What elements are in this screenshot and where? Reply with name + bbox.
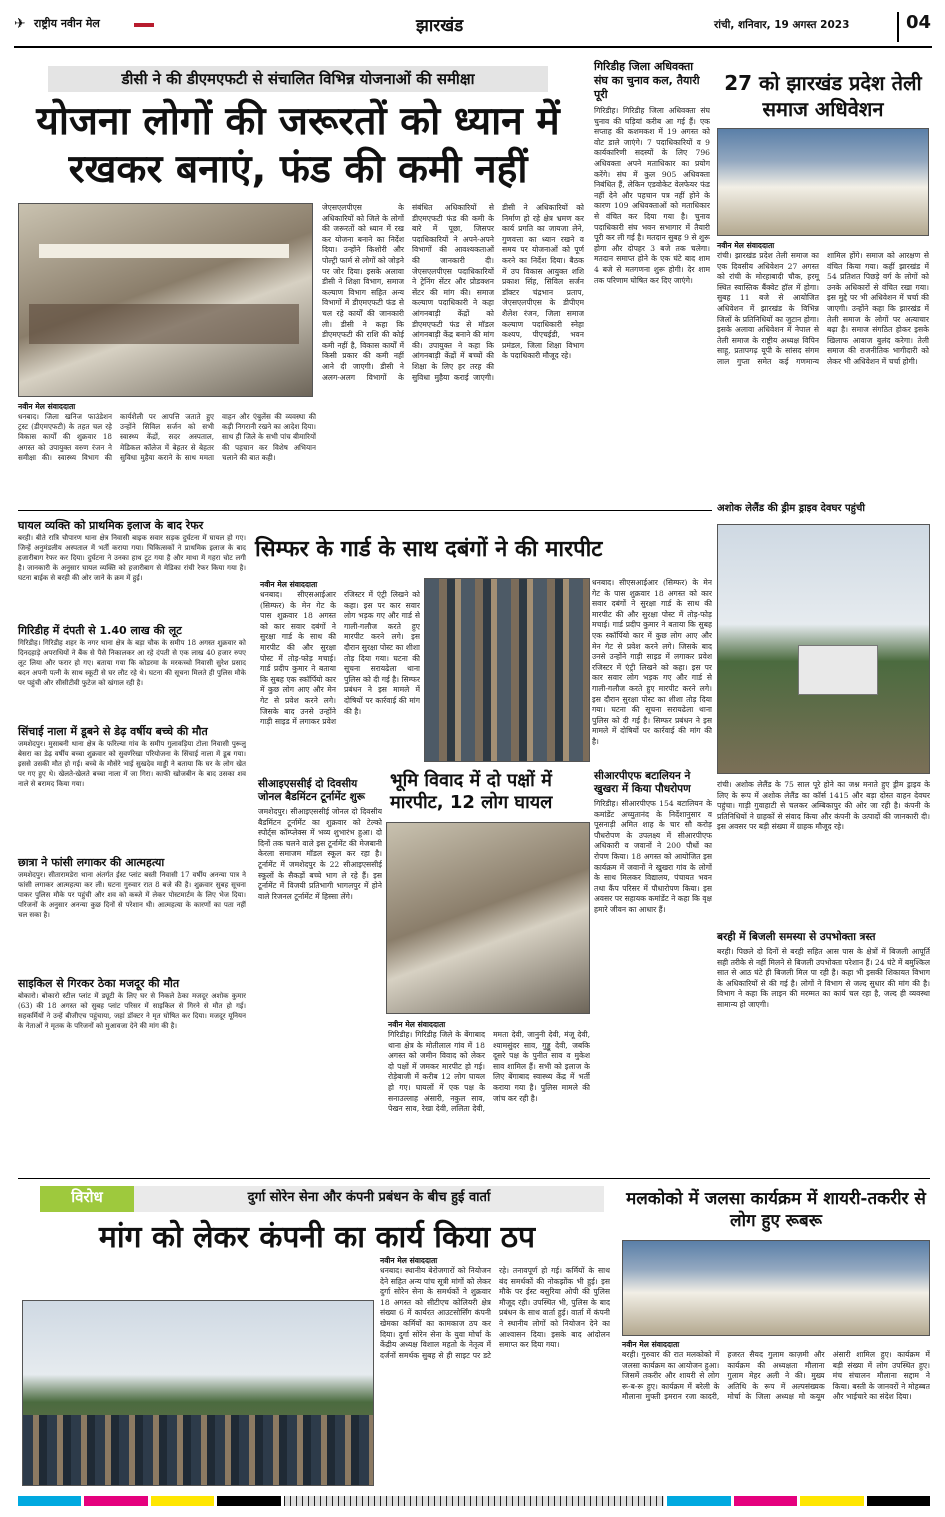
lead-kicker-box [48, 66, 548, 92]
ashok-leyland-body: रांची। अशोक लेलैंड के 75 साल पूरे होने का जश्न मनाते हुए ड्रीम ड्राइव के लिए के रूप में अशोक लेलैंड का कॉर्स 1415 और बड़ा दोस्त वाहन देवघर पहुंचा। गाड़ी गुवाहाटी से चलकर अम्बिकापुर की ओर जा रही है। कंपनी के प्रतिनिधियों ने ग्राहकों से संवाद किया और कंपनी के उत्पादों की जानकारी दी। इस अवसर पर बड़ी संख्या में ग्राहक मौजूद रहे। [717, 780, 930, 832]
bird-logo-icon: ✈ [14, 16, 26, 32]
brief-ghayal-headline: घायल व्यक्ति को प्राथमिक इलाज के बाद रेफर [18, 519, 204, 532]
color-swatch [867, 1496, 930, 1506]
page-number-divider [897, 12, 899, 42]
simfar-text-left [260, 580, 420, 770]
dateline: रांची, शनिवार, 19 अगस्त 2023 [714, 19, 850, 31]
color-swatch [18, 1496, 81, 1506]
header-stripe [134, 23, 154, 27]
giridih-election-headline: गिरिडीह जिला अधिवक्ता संघ का चुनाव कल, तैयारी पूरी [594, 60, 700, 101]
virodh-kicker: दुर्गा सोरेन सेना और कंपनी प्रबंधन के बीच हुई वार्ता [247, 1190, 491, 1205]
brief-ghayal-body: बरही। बीते रात्रि चौपारण थाना क्षेत्र निवासी बाइक सवार सड़क दुर्घटना में घायल हो गए। जिन्हें अनुमंडलीय अस्पताल में भर्ती कराया गया। चिकित्सकों ने प्राथमिक इलाज के बाद हजारीबाग रेफर कर दिया। दुर्घटना ने उनका हाथ टूट गया है और माथा में गहरा चोट लगी है। जानकारी के अनुसार घायल व्यक्ति को हजारीबाग से मेडिका रांची रेफर किया गया है। घटना बाईक से बरही की ओर जाने के क्रम में हुई। [18, 534, 246, 582]
lead-photo-meeting [18, 203, 313, 397]
color-swatch [217, 1496, 280, 1506]
lead-body-a: धनबाद। जिला खनिज फाउंडेशन ट्रस्ट (डीएमएफटी) के तहत चल रहे विकास कार्यों की शुक्रवार 18 अगस्त को उपायुक्त वरुण रंजन ने समीक्षा की। स्वास्थ्य विभाग की कार्यशैली पर आपत्ति जताते हुए उन्होंने सिविल सर्जन को सभी स्वास्थ्य केंद्रों, सदर अस्पताल, मेडिकल कॉलेज में बेहतर से बेहतर सुविधा मुहैया कराने के साथ ममता वाहन और एंबुलेंस की व्यवस्था की कड़ी निगरानी रखने का आदेश दिया। साथ ही जिले के सभी पांच बीमारियों की पहचान कर विशेष अभियान चलाने की बात कही। [18, 412, 316, 462]
paper-name: राष्ट्रीय नवीन मेल [34, 17, 100, 30]
bhumi-photo [386, 822, 590, 1014]
brief-chhatra-headline: छात्रा ने फांसी लगाकर की आत्महत्या [18, 856, 165, 869]
barhi-power-body: बरही। पिछले दो दिनों से बरही सहित आस पास के क्षेत्रों में बिजली आपूर्ति सही तरीके से नहीं मिलने से बिजली उपभोक्ता परेशान हैं। 24 घंटे में बमुश्किल सात से आठ घंटे ही बिजली मिल पा रही है। कहा भी इसकी शिकायत विभाग के अधिकारियों से की गई है। लोगों ने विभाग से जल्द सुधार की मांग की है। विभाग ने कहा कि लाइन की मरम्मत का कार्य चल रहा है, जल्द ही व्यवस्था सामान्य हो जाएगी। [717, 947, 930, 1009]
virodh-photo [22, 1300, 374, 1486]
simfar-caption-text: धनबाद। सीएसआईआर (सिम्फर) के मेन गेट के पास शुक्रवार 18 अगस्त को कार सवार दबंगों ने सुरक्षा गार्ड के साथ की मारपीट की और सुरक्षा पोस्ट में तोड़-फोड़ मचाई। गार्ड प्रदीप कुमार ने बताया कि सुबह एक स्कॉर्पियो कार में कुछ लोग आए और मेन गेट से प्रवेश करने लगे। जिसके बाद उनसे उन्होंने गाड़ी साइड में लगाकर प्रवेश रजिस्टर में एंट्री लिखने को कहा। इस पर कार सवार लोग भड़क गए और गार्ड से गाली-गलौज करते हुए मारपीट करने लगे। इस दौरान सुरक्षा पोस्ट का शीशा तोड़ दिया गया। घटना की सूचना सरायढेला थाना पुलिस को दी गई है। सिम्फर प्रबंधन ने इस मामले में दोषियों पर कार्रवाई की मांग की है। [592, 578, 712, 746]
brief-loot-headline: गिरिडीह में दंपती से 1.40 लाख की लूट [18, 624, 182, 637]
masthead-rule [14, 46, 932, 48]
virodh-text [380, 1256, 610, 1488]
section-title: झारखंड [416, 16, 464, 36]
badminton-headline: सीआइएससीई दो दिवसीय जोनल बैडमिंटन टूर्नामेंट शुरू [258, 778, 365, 803]
lead-text-block-a [18, 402, 316, 505]
giridih-election [594, 60, 710, 480]
briefs-column [18, 518, 246, 1170]
malkoko-headline: मलकोको में जलसा कार्यक्रम में शायरी-तकरीर से लोग हुए रूबरू [626, 1189, 926, 1231]
ashok-leyland-headline-box [717, 500, 930, 516]
brief-cycle-headline: साइकिल से गिरकर ठेका मजदूर की मौत [18, 977, 180, 990]
simfar-byline: नवीन मेल संवाददाता [260, 580, 318, 589]
bhumi-text [388, 1020, 590, 1172]
virodh-byline: नवीन मेल संवाददाता [380, 1256, 438, 1265]
badminton [258, 778, 382, 1174]
simfar-body: धनबाद। सीएसआईआर (सिम्फर) के मेन गेट के पास शुक्रवार 18 अगस्त को कार सवार दबंगों ने सुरक्षा गार्ड के साथ की मारपीट की और सुरक्षा पोस्ट में तोड़-फोड़ मचाई। गार्ड प्रदीप कुमार ने बताया कि सुबह एक स्कॉर्पियो कार में कुछ लोग आए और मेन गेट से प्रवेश करने लगे। जिसके बाद उनसे उन्होंने गाड़ी साइड में लगाकर प्रवेश रजिस्टर में एंट्री लिखने को कहा। इस पर कार सवार लोग भड़क गए और गार्ड से गाली-गलौज करते हुए मारपीट करने लगे। इस दौरान सुरक्षा पोस्ट का शीशा तोड़ दिया गया। घटना की सूचना सरायढेला थाना पुलिस को दी गई है। सिम्फर प्रबंधन ने इस मामले में दोषियों पर कार्रवाई की मांग की है। [260, 590, 420, 727]
brief-sinchai-headline: सिंचाई नाला में डूबने से डेढ़ वर्षीय बच्चे की मौत [18, 725, 208, 738]
virodh-body: धनबाद। स्थानीय बेरोजगारों को नियोजन देने सहित अन्य पांच सूत्री मांगों को लेकर दुर्गा सोरेन सेना के समर्थकों ने शुक्रवार 18 अगस्त को सीटीएच कोलियरी क्षेत्र संख्या 6 में कार्यरत आउटसोर्सिंग कंपनी खेमका कर्मियों का कामकाज ठप कर दिया। दुर्गा सोरेन सेना के युवा मोर्चा के केंद्रीय अध्यक्ष विशाल महतो के नेतृत्व में दर्जनों समर्थक सुबह से ही साइट पर डटे रहे। तनावपूर्ण हो गई। कर्मियों के साथ बंद समर्थकों की नोकझोंक भी हुई। इस मौके पर ईस्ट बसुरिया ओपी की पुलिस मौजूद रही। उपस्थित भी, पुलिस के बाद प्रबंधन के साथ वार्ता हुई। वार्ता में कंपनी ने स्थानीय लोगों को नियोजन देने का आश्वासन दिया। इसके बाद आंदोलन समाप्त कर दिया गया। [380, 1266, 610, 1360]
ashok-leyland-photo [717, 524, 930, 774]
crpf-body: गिरिडीह। सीआरपीएफ 154 बटालियन के कमांडेंट अच्युतानंद के निर्देशानुसार व पूसनाड़ी अमित शाह के चार सौ करोड़ पौधरोपण के उपलक्ष्य में सीआरपीएफ अधिकारी व जवानों ने 200 पौधों का रोपण किया। 18 अगस्त को आयोजित इस कार्यक्रम में जवानों ने खुखरा गांव के लोगों के साथ मिलकर विद्यालय, पंचायत भवन तथा कैंप परिसर में पौधारोपण किया। इस अवसर पर सहायक कमांडेंट ने कहा कि वृक्ष हमारे जीवन का आधार हैं। [594, 799, 712, 914]
lead-byline: नवीन मेल संवाददाता [18, 402, 76, 411]
virodh-kicker-box [134, 1186, 604, 1212]
virodh-headline: मांग को लेकर कंपनी का कार्य किया ठप [98, 1220, 536, 1255]
simfar-photo [424, 578, 590, 762]
badminton-body: जमशेदपुर। सीआइएससीई जोनल दो दिवसीय बैडमिंटन टूर्नामेंट का शुक्रवार को टेल्को स्पोर्ट्स कॉम्प्लेक्स में भव्य शुभारंभ हुआ। दो दिनों तक चलने वाले इस टूर्नामेंट की मेजबानी केरला समाजम मॉडल स्कूल कर रहा है। टूर्नामेंट में जमशेदपुर के 22 सीआइएससीई स्कूलों के सैकड़ों बच्चे भाग ले रहे हैं। इस टूर्नामेंट में विजयी प्रतिभागी भागलपुर में होने वाले रिजनल टूर्नामेंट में हिस्सा लेंगे। [258, 807, 382, 901]
barhi-power [717, 930, 930, 1170]
bhumi-byline: नवीन मेल संवाददाता [388, 1020, 446, 1029]
lead-kicker: डीसी ने की डीएमएफटी से संचालित विभिन्न योजनाओं की समीक्षा [121, 70, 475, 88]
lead-headline: योजना लोगों की जरूरतों को ध्यान में रखकर बनाएं, फंड की कमी नहीं [36, 99, 560, 192]
malkoko-body: बरही। गुरुवार की रात मलकोको में जलसा कार्यक्रम का आयोजन हुआ। जिसमें तकरीर और शायरी से लोग रू-ब-रू हुए। कार्यक्रम में बरेली के मौलाना मुफ्ती इमरान रजा कादरी, हजरत सैयद गुलाम काज़मी और कार्यक्रम की अध्यक्षता मौलाना गुलाम मेहर अली ने की। मुख्य अतिथि के रूप में अल्पसंख्यक मोर्चा के जिला अध्यक्ष मो कयूम अंसारी शामिल हुए। कार्यक्रम में बड़ी संख्या में लोग उपस्थित हुए। मंच संचालन मौलाना सद्दाम ने किया। बस्ती के जानवरों ने मोहब्बत और भाईचारे का संदेश दिया। [622, 1350, 930, 1402]
color-swatch [151, 1496, 214, 1506]
teli-byline: नवीन मेल संवाददाता [717, 241, 775, 250]
malkoko-photo [622, 1240, 930, 1336]
teli-headline: 27 को झारखंड प्रदेश तेली समाज अधिवेशन [724, 71, 922, 121]
footer-color-bar [18, 1496, 930, 1506]
ashok-leyland-headline: अशोक लेलैंड की ड्रीम ड्राइव देवघर पहुंची [717, 503, 865, 514]
color-swatch [667, 1496, 730, 1506]
malkoko-byline: नवीन मेल संवाददाता [622, 1340, 680, 1349]
color-swatch [800, 1496, 863, 1506]
color-swatch [734, 1496, 797, 1506]
color-swatch [284, 1496, 665, 1506]
brief-sinchai-body: जमशेदपुर। मुसाबनी थाना क्षेत्र के फरिल्या गांव के समीप गुलावड़िया टोला निवासी पुरूलु बेसरा का डेढ़ वर्षीय बच्चा शुक्रवार को सुवर्णरेखा परियोजना के सिंचाई नाला में डूब गया। इससे उसकी मौत हो गई। बच्चे के मौसेरे भाई सुखदेव माड्डी ने बताया कि घर के लोग खेत पर गए हुए थे। खेलते-खेलते बच्चा नाला में जा गिरा। काफी खोजबीन के बाद उसका शव नाले से बरामद किया गया। [18, 740, 246, 788]
malkoko-text [622, 1340, 930, 1490]
page-number: 04 [906, 12, 932, 33]
barhi-power-headline: बरही में बिजली समस्या से उपभोक्ता त्रस्त [717, 931, 876, 943]
teli-photo [717, 128, 929, 236]
brief-chhatra-body: जमशेदपुर। सीतारामडेरा थाना अंतर्गत ईस्ट प्लांट बस्ती निवासी 17 वर्षीय अनन्या पात्र ने फांसी लगाकर आत्महत्या कर ली। घटना गुरुवार रात 8 बजे की है। शुक्रवार सुबह सूचना पाकर पुलिस मौके पर पहुंची और शव को कब्जे में लेकर पोस्टमार्टम के लिए भेज दिया। परिजनों के अनुसार अनन्या कुछ दिनों से परेशान थी। आत्महत्या के कारणों का पता नहीं चल सका है। [18, 871, 246, 919]
lead-body-b: जेएसएलपीएस के अधिकारियों को जिले के लोगों की जरूरतों को ध्यान में रख कर योजना बनाने का निर्देश दिया। उन्होंने किशोरी और पोल्ट्री फार्म से लोगों को जोड़ने पर जोर दिया। इसके अलावा डीसी ने शिक्षा विभाग, समाज कल्याण विभाग सहित अन्य विभागों में डीएमएफटी फंड से चल रहे कार्यों की जानकारी ली। डीसी ने कहा कि डीएमएफटी की राशि की कोई कमी नहीं है, विकास कार्यों में किसी प्रकार की कमी नहीं आने दी जाएगी। डीसी ने अलग-अलग विभागों के संबंधित अधिकारियों से डीएमएफटी फंड की कमी के बारे में पूछा, जिसपर पदाधिकारियों ने अपने-अपने विभागों की आवश्यकताओं की जानकारी दी। जेएसएलपीएस पदाधिकारियों ने ट्रेनिंग सेंटर और प्रोडक्शन सेंटर की मांग की। समाज कल्याण पदाधिकारी ने कहा आंगनबाड़ी केंद्रों को डीएमएफटी फंड से मॉडल आंगनबाड़ी केंद्र बनाने की मांग की। उपायुक्त ने कहा कि आंगनबाड़ी केंद्रों में बच्चों की शिक्षा के लिए हर तरह की सुविधा मुहैया कराई जाएगी। डीसी ने अधिकारियों को निर्माण हो रहे क्षेत्र भ्रमण कर कार्य प्रगति का जायजा लेने, गुणवत्ता का ध्यान रखने व समय पर योजनाओं को पूर्ण करने का निर्देश दिया। बैठक में उप विकास आयुक्त शशि प्रकाश सिंह, सिविल सर्जन डॉक्टर चंद्रभान प्रताप, जेएसएलपीएस के डीपीएम शैलेश रंजन, जिला समाज कल्याण पदाधिकारी स्नेहा कश्यप, पीएचईडी, भवन प्रमंडल, जिला शिक्षा विभाग के पदाधिकारी मौजूद रहे। [322, 203, 584, 382]
crpf [594, 770, 712, 1172]
giridih-election-body: गिरिडीह। गिरिडीह जिला अधिवक्ता संघ चुनाव की घड़ियां करीब आ गई हैं। एक सप्ताह की कशमकश में 19 अगस्त को वोट डाले जाएंगे। 7 पदाधिकारियों व 9 कार्यकारिणी सदस्यों के लिए 796 अधिवक्ता अपने मताधिकार का प्रयोग करेंगे। संघ में कुल 905 अधिवक्ता निबंधित हैं, लेकिन एडवोकेट वेलफेयर फंड नहीं देने और पहचान पत्र नहीं होने के कारण 109 अधिवक्ताओं को मताधिकार से वंचित कर दिया गया है। चुनाव पदाधिकारी संघ भवन सभागार में तैयारी पूरी कर ली गई है। मतदान सुबह 9 से शुरू होगा और दोपहर 3 बजे तक चलेगा। मतदान समाप्त होने के एक घंटे बाद शाम 4 बजे से मतगणना शुरू होगी। देर शाम तक परिणाम घोषित कर दिए जाएंगे। [594, 106, 710, 285]
virodh-tag [40, 1186, 134, 1212]
brief-loot-body: गिरिडीह। गिरिडीह शहर के नगर थाना क्षेत्र के बड़ा चौक के समीप 18 अगस्त शुक्रवार को दिनदहाड़े अपराधियों ने बैंक से पैसे निकालकर आ रहे दंपती से एक लाख 40 हजार रुपए लूट लिया और फरार हो गए। बताया गया कि कोडरमा के मरकच्चो निवासी सुरेश प्रसाद बदन अपनी पत्नी के साथ स्कूटी से घर लौट रहे थे। घटना की सूचना मिलते ही पुलिस मौके पर पहुंची और सीसीटीवी फुटेज को खंगाल रही है। [18, 639, 246, 687]
rule-h1 [18, 510, 712, 511]
simfar-headline: सिम्फर के गार्ड के साथ दबंगों ने की मारपीट [255, 537, 603, 562]
brief-cycle-body: बोकारो। बोकारो स्टील प्लांट में ड्यूटी के लिए घर से निकले ठेका मजदूर अशोक कुमार (63) की 18 अगस्त को सुबह प्लांट परिसर में साइकिल से गिरने से मौत हो गई। सहकर्मियों ने उन्हें बीजीएच पहुंचाया, जहां डॉक्टर ने मृत घोषित कर दिया। मजदूर यूनियन के नेताओं ने मृतक के परिजनों को मुआवजा देने की मांग की है। [18, 992, 246, 1030]
masthead [14, 12, 932, 52]
virodh-tag-label: विरोध [71, 1188, 103, 1206]
crpf-headline: सीआरपीएफ बटालियन ने खुखरा में किया पौधरोपण [594, 770, 691, 795]
rule-h2 [18, 1178, 930, 1179]
bhumi-body: गिरिडीह। गिरिडीह जिले के बेंगाबाद थाना क्षेत्र के मोतीलाल गांव में 18 अगस्त को जमीन विवाद को लेकर दो पक्षों में जमकर मारपीट हो गई। रोड़ेबाजी में करीब 12 लोग घायल हो गए। घायलों में एक पक्ष के सनाउल्लाह अंसारी, नकुल साव, पेखन साव, रेखा देवी, ललिता देवी, ममता देवी, जानुनी देवी, मंजू देवी, श्यामसुंदर साव, गुड्डू देवी, जबकि दूसरे पक्ष के पुनीत साव व मुकेश साव शामिल हैं। सभी को इलाज के लिए बेंगाबाद स्वास्थ्य केंद्र में भर्ती कराया गया है। पुलिस मामले की जांच कर रही है। [388, 1030, 590, 1114]
bhumi-headline: भूमि विवाद में दो पक्षों में मारपीट, 12 लोग घायल [390, 770, 553, 813]
color-swatch [84, 1496, 147, 1506]
teli-body: रांची। झारखंड प्रदेश तेली समाज का एक दिवसीय अधिवेशन 27 अगस्त को रांची के मोरहाबादी चौक, हरमू स्थित स्वास्तिक बैंक्वेट हॉल में होगा। सुबह 11 बजे से आयोजित अधिवेशन में झारखंड के विभिन्न जिलों के प्रतिनिधियों का जुटान होगा। इसके अलावा अधिवेशन में नेपाल से तेली समाज के राष्ट्रीय अध्यक्ष विपिन साहू, प्रतापगढ़ यूपी के सांसद संगम लाल गुप्ता समेत कई गणमान्य शामिल होंगे। समाज को आरक्षण से वंचित किया गया। कहीं झारखंड में 54 प्रतिशत पिछड़े वर्ग के लोगों को उनके अधिकारों से वंचित रखा गया। इस मुद्दे पर भी अधिवेशन में चर्चा की जाएगी। उन्होंने कहा कि झारखंड में तेली समाज के लोगों पर अत्याचार बढ़ा है। समाज संगठित होकर इसके खिलाफ आवाज बुलंद करेगा। तेली समाज की राजनीतिक भागीदारी को लेकर भी अधिवेशन में चर्चा होगी। [717, 251, 929, 366]
teli-text [717, 241, 929, 493]
